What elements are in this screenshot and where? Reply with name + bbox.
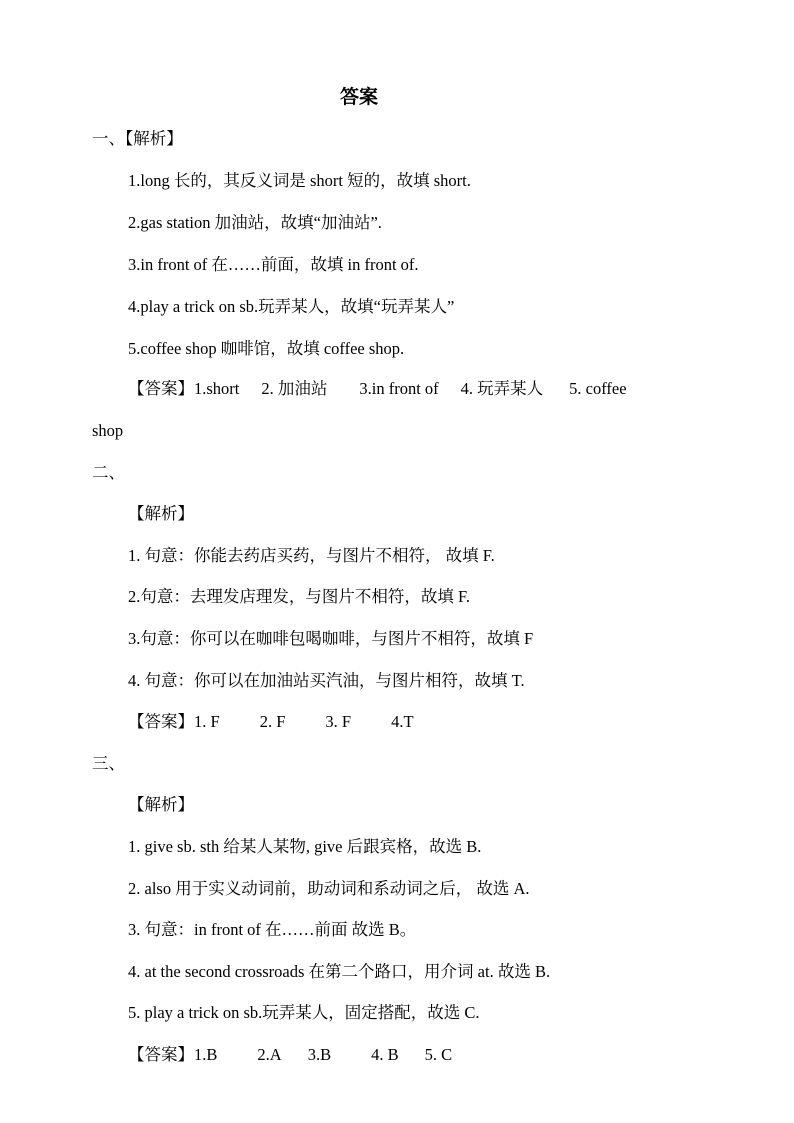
section3-item-1: 1. give sb. sth 给某人某物, give 后跟宾格，故选 B.	[128, 837, 482, 856]
section3-item-4: 4. at the second crossroads 在第二个路口，用介词 at. 故选 B.	[128, 962, 551, 981]
section2-answer-2: 2. F	[259, 712, 286, 731]
section3-item-3: 3. 句意：in front of 在……前面 故选 B。	[128, 920, 417, 939]
section2-item-3: 3.句意：你可以在咖啡包喝咖啡，与图片不相符，故填 F	[128, 629, 534, 648]
section1-answer-5: 5. coffee	[569, 379, 627, 398]
section2-heading: 二、	[92, 463, 125, 482]
section3-answer-1: 1.B	[194, 1045, 218, 1064]
section3-sub-heading: 【解析】	[128, 795, 194, 814]
section1-answer-4: 4. 玩弄某人	[460, 379, 544, 398]
section2-answer-label: 【答案】	[128, 712, 194, 731]
section3-answer-line	[128, 1047, 452, 1064]
section1-answer-line	[128, 381, 627, 398]
section3-answer-5: 5. C	[424, 1045, 453, 1064]
section2-item-2: 2.句意：去理发店理发，与图片不相符，故填 F.	[128, 587, 470, 606]
section1-item-2: 2.gas station 加油站，故填“加油站”.	[128, 213, 382, 232]
section1-item-4: 4.play a trick on sb.玩弄某人，故填“玩弄某人”	[128, 297, 455, 316]
section2-answer-4: 4.T	[391, 712, 414, 731]
section3-answer-label: 【答案】	[128, 1045, 194, 1064]
section3-answer-3: 3.B	[307, 1045, 332, 1064]
section3-item-2: 2. also 用于实义动词前，助动词和系动词之后， 故选 A.	[128, 879, 530, 898]
section2-answer-line	[128, 714, 414, 731]
section1-heading: 一、【解析】	[92, 129, 183, 148]
section3-answer-4: 4. B	[371, 1045, 399, 1064]
section3-item-5: 5. play a trick on sb.玩弄某人，固定搭配，故选 C.	[128, 1003, 480, 1022]
section2-item-4: 4. 句意：你可以在加油站买汽油，与图片相符，故填 T.	[128, 671, 525, 690]
section3-heading: 三、	[92, 754, 125, 773]
section1-item-1: 1.long 长的，其反义词是 short 短的，故填 short.	[128, 171, 471, 190]
section1-answer-2: 2. 加油站	[261, 379, 328, 398]
section3-answer-2: 2.A	[257, 1045, 282, 1064]
section1-answer-wrap: shop	[92, 421, 124, 440]
section1-item-3: 3.in front of 在……前面，故填 in front of.	[128, 255, 419, 274]
section2-item-1: 1. 句意：你能去药店买药，与图片不相符， 故填 F.	[128, 546, 495, 565]
section2-answer-1: 1. F	[194, 712, 220, 731]
section1-item-5: 5.coffee shop 咖啡馆，故填 coffee shop.	[128, 339, 405, 358]
section1-answer-1: 1.short	[194, 379, 240, 398]
section1-answer-label: 【答案】	[128, 379, 194, 398]
section2-answer-3: 3. F	[325, 712, 352, 731]
page-title: 答案	[339, 86, 378, 108]
section1-answer-3: 3.in front of	[359, 379, 439, 398]
section2-sub-heading: 【解析】	[128, 504, 194, 523]
